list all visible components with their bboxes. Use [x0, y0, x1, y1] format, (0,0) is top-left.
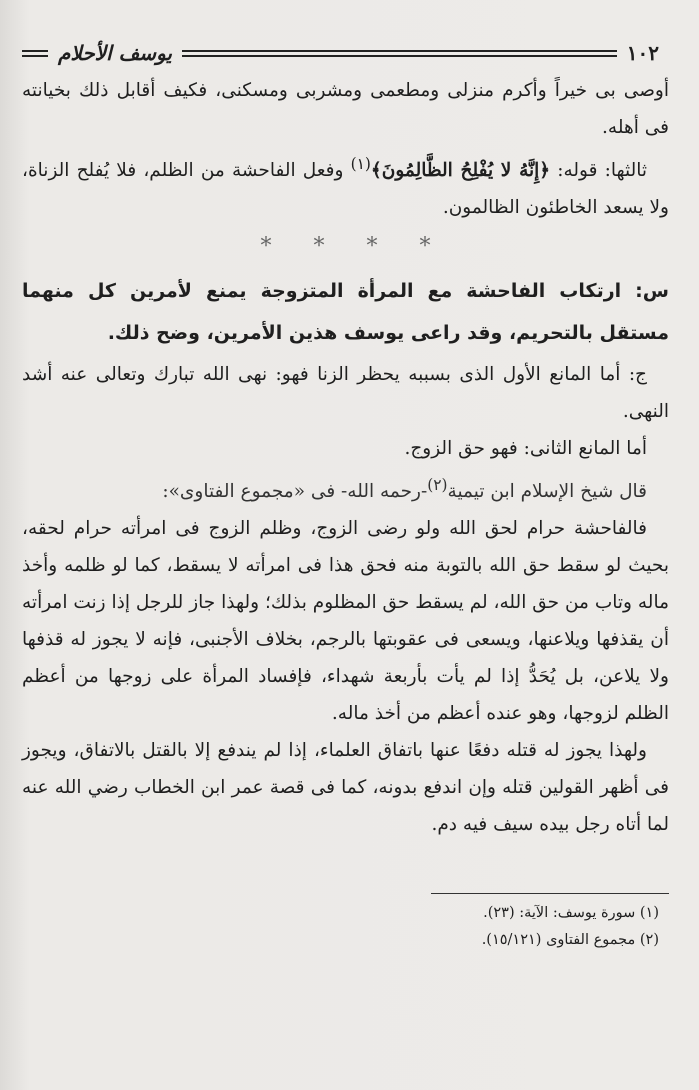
page-number: ١٠٢	[626, 41, 659, 65]
quote-paragraph-2: ولهذا يجوز له قتله دفعًا عنها باتفاق العلماء، إذا لم يندفع إلا بالقتل بالاتفاق، ويجوز فى أظهر القولين قتله وإن اندفع بدونه، كما فى قصة عمر ابن الخطاب رضي الله عنه لما أتاه رجل بيده سيف فيه دم.	[22, 740, 669, 836]
answer-first: ج: أما المانع الأول الذى بسببه يحظر الزنا فهو: نهى الله تبارك وتعالى عنه أشد النهى.	[22, 364, 669, 423]
footnote-ref-1: (١)	[350, 155, 371, 173]
quran-verse: ﴿إِنَّهُ لا يُفْلِحُ الظَّالِمُونَ﴾	[370, 160, 551, 182]
answer-second: أما المانع الثانى: فهو حق الزوج.	[404, 438, 647, 460]
header-rule	[182, 50, 617, 57]
paragraph-continued: أوصى بى خيراً وأكرم منزلى ومطعمى ومشربى ومسكنى، فكيف أقابل ذلك بخيانته فى أهله.	[22, 80, 669, 138]
page-header	[22, 38, 669, 68]
quote-intro-source: -رحمه الله- فى «مجموع الفتاوى»:	[162, 481, 428, 503]
question-heading: س: ارتكاب الفاحشة مع المرأة المتزوجة يمنع لأمرين كل منهما مستقل بالتحريم، وقد راعى يوسف هذين الأمرين، وضح ذلك.	[22, 280, 669, 345]
quote-paragraph-1: فالفاحشة حرام لحق الله ولو رضى الزوج، وظلم الزوج فى امرأته حرام لحقه، بحيث لو سقط حق الله بالتوبة منه فحق هذا فى امرأته لا يسقط، كما لو ظلمه وأخذ ماله وتاب من حق الله، لم يسقط حق المظلوم بذلك؛ ولهذا جاز للرجل إذا زنت امرأته أن يقذفها ويلاعنها، ويسعى فى عقوبتها بالرجم، بخلاف الأجنبى، فإنه لا يجوز له قذفها ولا يلاعن، بل يُحَدُّ إذا لم يأت بأربعة شهداء، فإفساد المرأة على زوجها من أعظم الظلم لزوجها، وهو عنده أعظم من أخذ ماله.	[22, 518, 669, 725]
paragraph-lead: ثالثها: قوله:	[550, 160, 648, 182]
quote-intro-text: قال شيخ الإسلام ابن تيمية	[447, 481, 647, 503]
star-divider: *	[313, 233, 325, 259]
star-divider: *	[260, 233, 272, 259]
footnote-separator	[431, 893, 669, 894]
footnote-1: (١) سورة يوسف: الآية: (٢٣).	[483, 905, 659, 922]
paragraph-rest: وفعل الفاحشة من الظلم، فلا يُفلح الزناة، ولا يسعد الخاطئون الظالمون.	[22, 160, 669, 219]
quote-intro	[22, 467, 669, 510]
star-divider: *	[419, 233, 431, 259]
section-divider	[22, 226, 669, 266]
star-divider: *	[366, 233, 378, 259]
paragraph-third-reason	[22, 146, 669, 226]
header-rule-end	[22, 50, 48, 57]
footnote-2: (٢) مجموع الفتاوى (١٥/١٢١).	[481, 932, 659, 949]
book-title: يوسف الأحلام	[58, 41, 172, 65]
footnote-ref-2: (٢)	[427, 476, 448, 495]
